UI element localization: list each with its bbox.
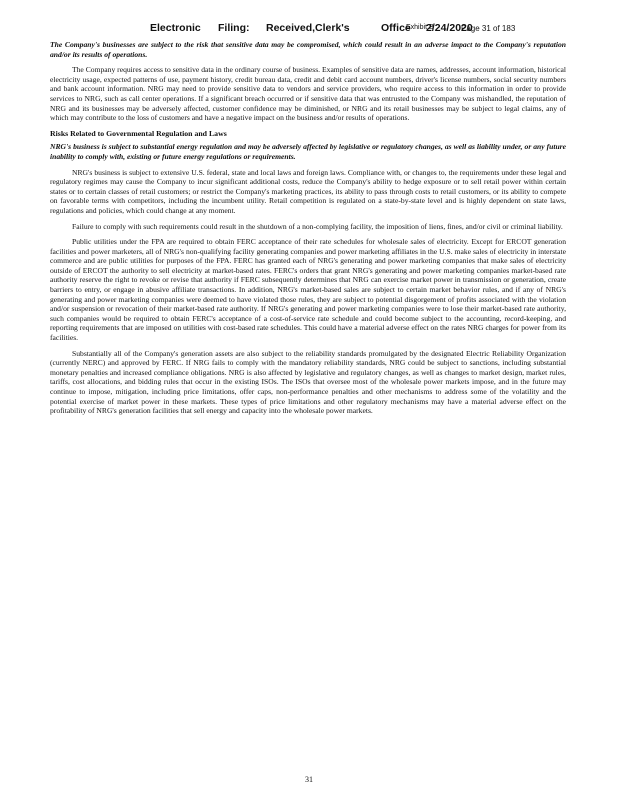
document-body [50,40,566,422]
filing-date: 2/24/2020 [426,22,473,34]
filing-stamp-header [0,22,618,36]
risk-heading-data-compromise: The Company's businesses are subject to the risk that sensitive data may be compromised, which could result in an adverse impact to the Company's reputation and/or its results of operations. [50,40,566,59]
stamp-received-clerks: Received,Clerk's [266,22,350,34]
section-heading-regulation: Risks Related to Governmental Regulation and Laws [50,128,227,138]
exhibit-label: Exhibit B [406,24,434,31]
page-of-total: Page 31 of 183 [461,24,516,33]
stamp-office: Office [381,22,411,34]
risk-heading-energy-regulation: NRG's business is subject to substantial energy regulation and may be adversely affected by legislative or regulatory changes, as well as liability under, or any future inability to comply with, existing or future energy regulations or requirements. [50,142,566,161]
paragraph-reliability-standards: Substantially all of the Company's generation assets are also subject to the reliability standards promulgated by the designated Electric Reliability Organization (currently NERC) and approved by FERC. If NRG fails to comply with the mandatory reliability standards, NRG could be subject to sanctions, including substantial monetary penalties and increased compliance obligations. NRG is also affected by legislative and regulatory changes, as well as changes to market design, market rules, tariffs, cost allocations, and bidding rules that occur in the existing ISOs. The ISOs that oversee most of the wholesale power markets impose, and in the future may continue to impose, mitigation, including price limitations, offer caps, non-performance penalties and other mechanisms to address some of the volatility and the potential exercise of market power in these markets. These types of price limitations and other regulatory mechanisms may have a material adverse effect on the profitability of NRG's generation facilities that sell energy and capacity into the wholesale power markets. [50,348,566,416]
paragraph-sensitive-data: The Company requires access to sensitive data in the ordinary course of business. Examples of sensitive data are names, addresses, account information, historical electricity usage, expected patterns of use, payment history, credit bureau data, credit and debit card account numbers, driver's license numbers, social security numbers and bank account information. NRG may need to provide sensitive data to vendors and service providers, who require access to this information in order to provide services to NRG, such as call center operations. If a significant breach occurred or if sensitive data that was entrusted to the Company was mishandled, the reputation of NRG and its businesses may be adversely affected, customer confidence may be diminished, or NRG and its retail businesses may be subject to legal claims, any of which may contribute to the loss of customers and have a negative impact on the business and/or results of operations. [50,65,566,123]
stamp-electronic: Electronic [150,22,201,34]
paragraph-failure-to-comply: Failure to comply with such requirements could result in the shutdown of a non-complying facility, the imposition of liens, fines, and/or civil or criminal liability. [72,221,563,231]
page-number: 31 [305,775,313,784]
stamp-filing: Filing: [218,22,250,34]
paragraph-regulation-laws: NRG's business is subject to extensive U.S. federal, state and local laws and foreign laws. Compliance with, or changes to, the requirements under these legal and regulatory regimes may cause the Company to incur significant additional costs, reduce the Company's ability to hedge exposure or to sell retail power within certain states or to certain classes of retail customers; or restrict the Company's marketing practices, its ability to pass through costs to retail customers, or its ability to compete on favorable terms with competitors, including the incumbent utility. Retail competition is regulated on a state-by-state level and is highly dependent on state laws, regulations and policies, which could change at any moment. [50,167,566,215]
paragraph-ferc-rates: Public utilities under the FPA are required to obtain FERC acceptance of their rate schedules for wholesale sales of electricity. Except for ERCOT generation facilities and power marketers, all of NRG's non-qualifying facility generating companies and power marketing affiliates in the U.S. make sales of electricity in interstate commerce and are public utilities for purposes of the FPA. FERC has granted each of NRG's generating and power marketing companies that make sales of electricity outside of ERCOT the authority to sell electricity at market-based rates. FERC's orders that grant NRG's generating and power marketing companies market-based rate authority reserve the right to revoke or revise that authority if FERC subsequently determines that NRG can exercise market power in transmission or generation, create barriers to entry, or engage in abusive affiliate transactions. In addition, NRG's market-based sales are subject to certain market behavior rules, and if any of NRG's generating and power marketing companies were deemed to have violated those rules, they are subject to potential disgorgement of profits associated with the violation and/or suspension or revocation of their market-based rate authority. If NRG's generating and power marketing companies were to lose their market-based rate authority, such companies would be required to obtain FERC's acceptance of a cost-of-service rate schedule and could become subject to the accounting, record-keeping, and reporting requirements that are imposed on utilities with cost-based rate schedules. This could have a material adverse effect on the rates NRG charges for power from its facilities. [50,237,566,343]
